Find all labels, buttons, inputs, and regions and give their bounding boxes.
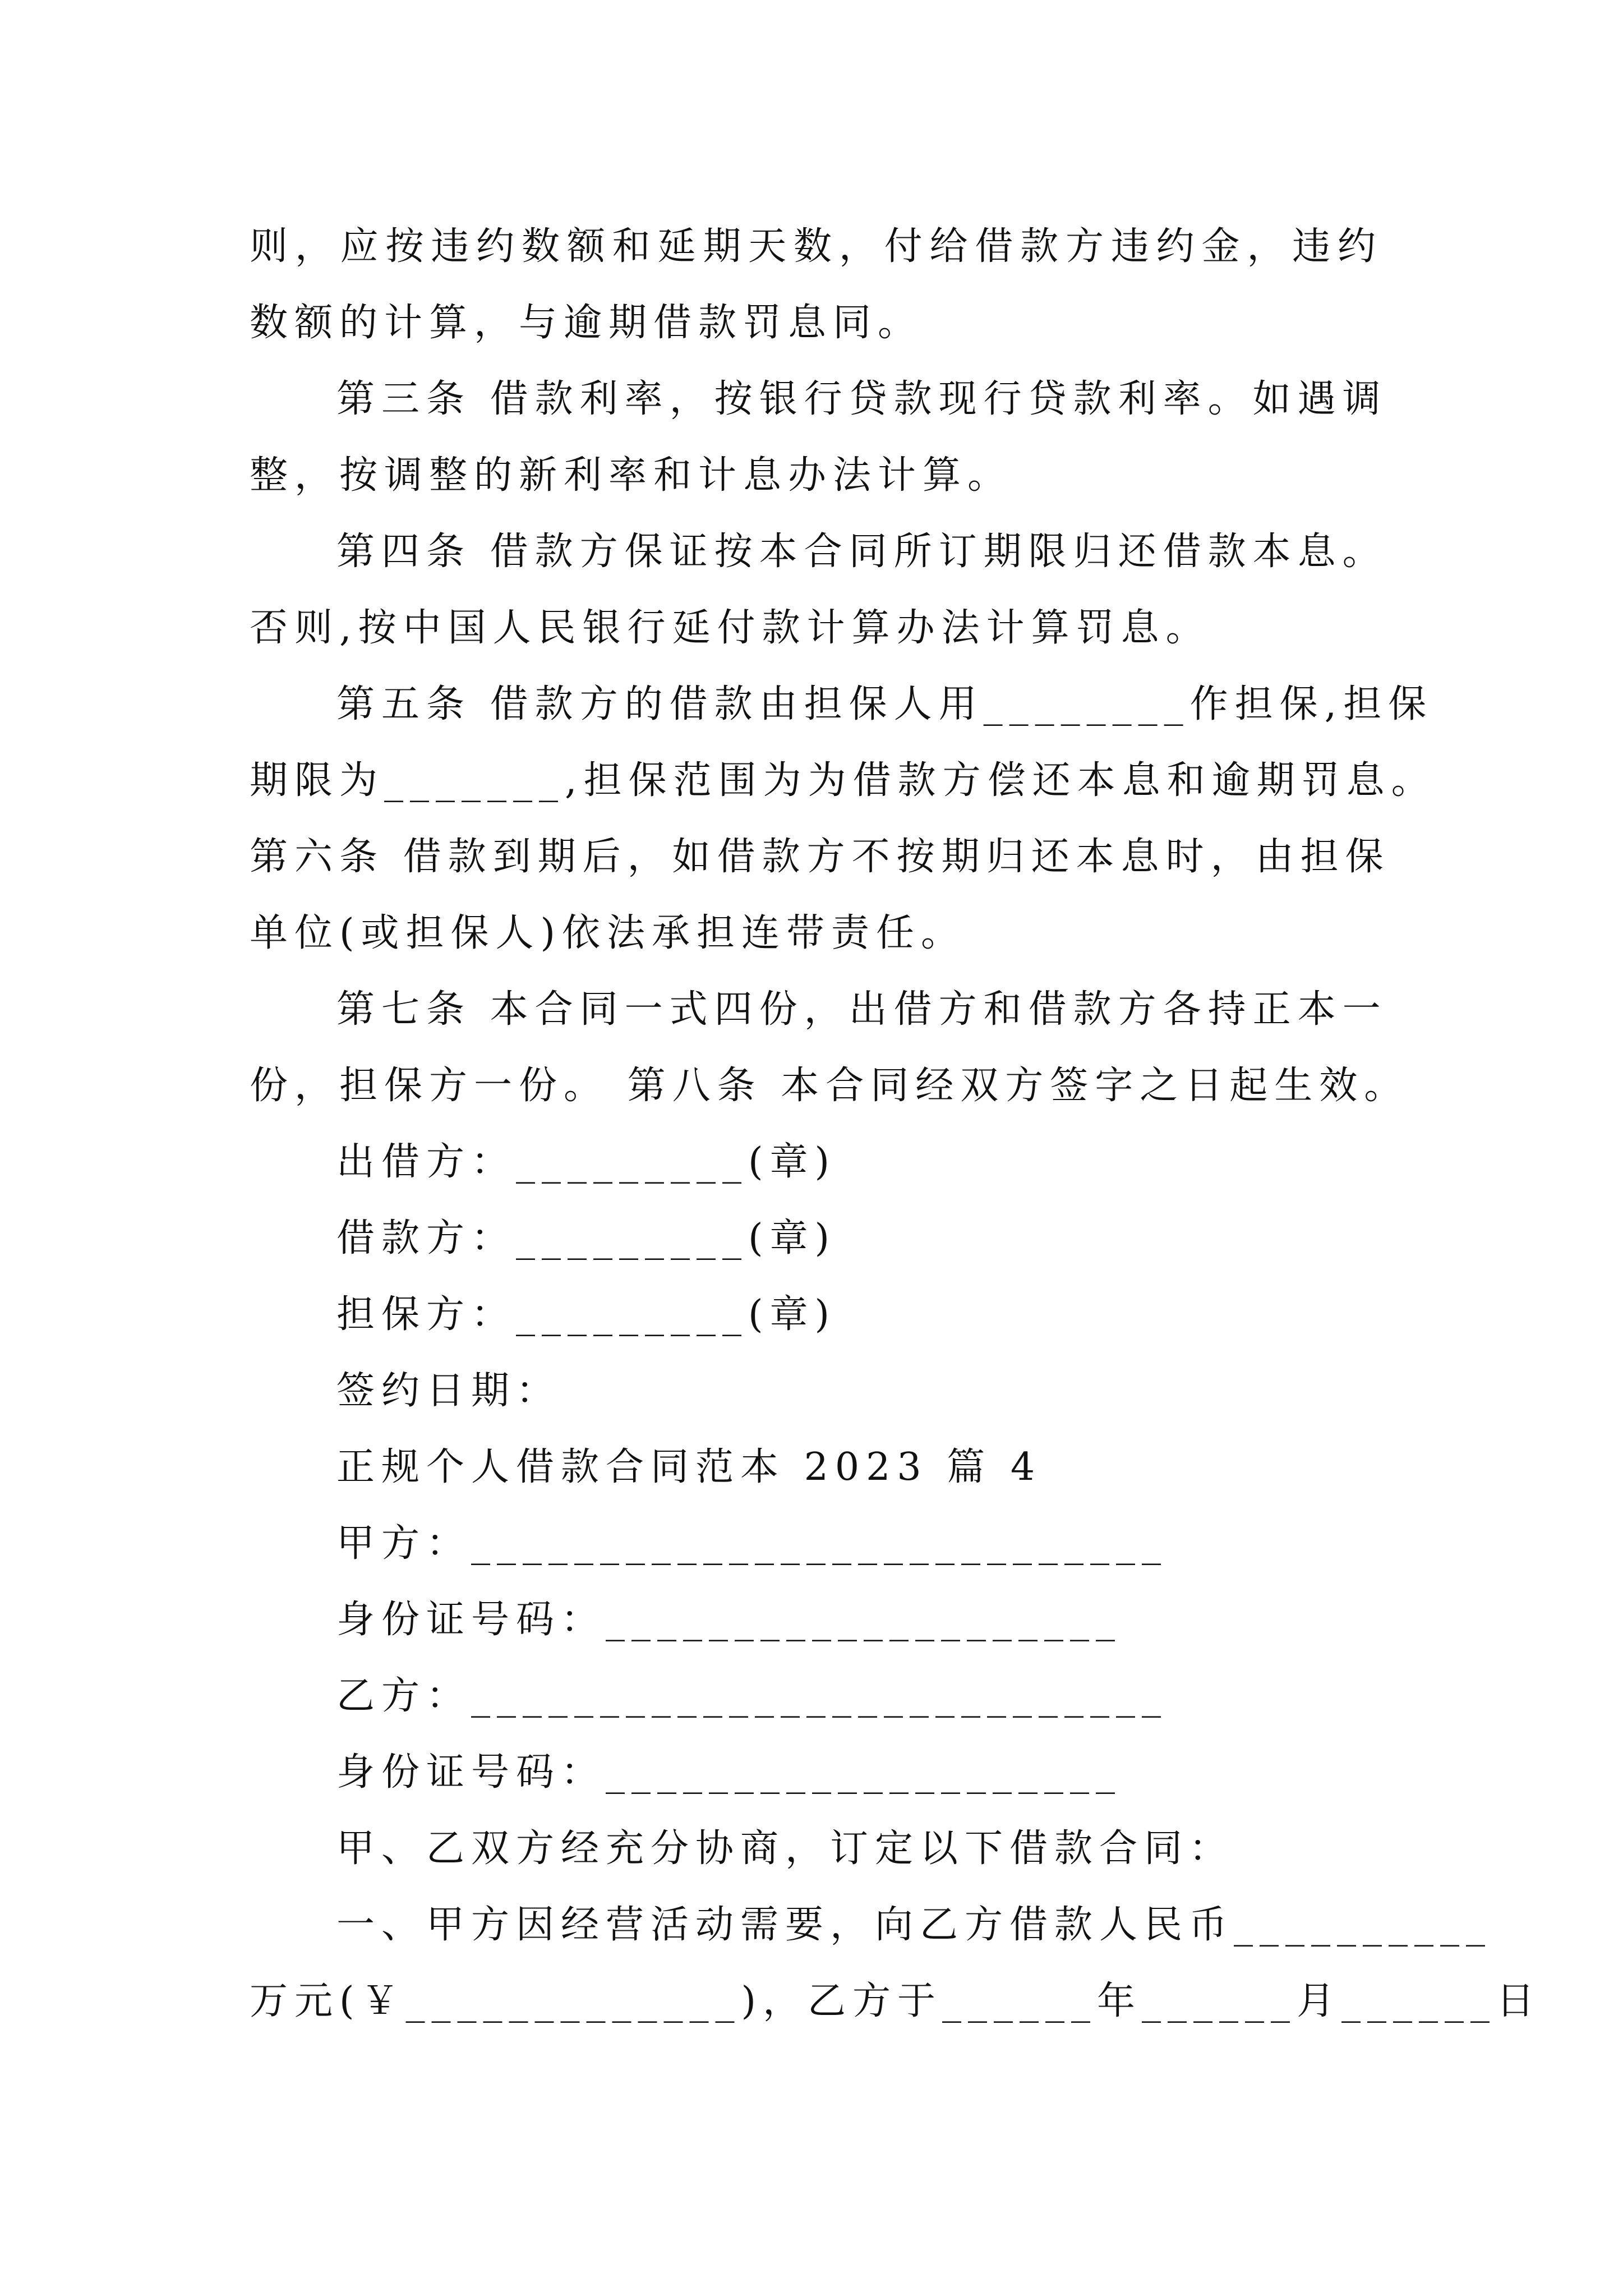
clause-4-line: 第四条 借款方保证按本合同所订期限归还借款本息。 <box>336 530 1387 574</box>
paragraph-line: 期限为_______,担保范围为为借款方偿还本息和逾期罚息。 <box>250 758 1436 803</box>
clause-7-line: 第七条 本合同一式四份，出借方和借款方各持正本一 <box>336 987 1387 1032</box>
party-a-line: 甲方：___________________________ <box>336 1521 1168 1566</box>
paragraph-line: 否则,按中国人民银行延付款计算办法计算罚息。 <box>250 606 1211 650</box>
clause-6-line: 第六条 借款到期后，如借款方不按期归还本息时，由担保 <box>250 835 1390 879</box>
paragraph-line: 整，按调整的新利率和计息办法计算。 <box>250 453 1013 498</box>
agreement-intro-line: 甲、乙双方经充分协商，订定以下借款合同： <box>336 1826 1234 1871</box>
party-b-id-line: 身份证号码：____________________ <box>336 1750 1122 1795</box>
paragraph-line: 数额的计算，与逾期借款罚息同。 <box>250 301 923 345</box>
section-title: 正规个人借款合同范本 2023 篇 4 <box>336 1445 1042 1489</box>
clause-8-line: 份，担保方一份。 第八条 本合同经双方签字之日起生效。 <box>250 1064 1409 1108</box>
signing-date-line: 签约日期： <box>336 1369 561 1413</box>
loan-amount-line: 万元(￥_____________)，乙方于______年______月______日 <box>250 1979 1542 2023</box>
borrower-signature-line: 借款方：_________(章) <box>336 1216 837 1260</box>
lender-signature-line: 出借方：_________(章) <box>336 1140 837 1184</box>
party-a-id-line: 身份证号码：____________________ <box>336 1598 1122 1642</box>
clause-3-line: 第三条 借款利率，按银行贷款现行贷款利率。如遇调 <box>336 377 1387 421</box>
paragraph-line: 则，应按违约数额和延期天数，付给借款方违约金，违约 <box>250 224 1382 269</box>
party-b-line: 乙方：___________________________ <box>336 1674 1168 1718</box>
paragraph-line: 单位(或担保人)依法承担连带责任。 <box>250 911 966 955</box>
guarantor-signature-line: 担保方：_________(章) <box>336 1292 837 1337</box>
clause-5-line: 第五条 借款方的借款由担保人用________作担保,担保 <box>336 682 1433 726</box>
loan-clause-line: 一、甲方因经营活动需要，向乙方借款人民币__________ <box>336 1903 1492 1947</box>
